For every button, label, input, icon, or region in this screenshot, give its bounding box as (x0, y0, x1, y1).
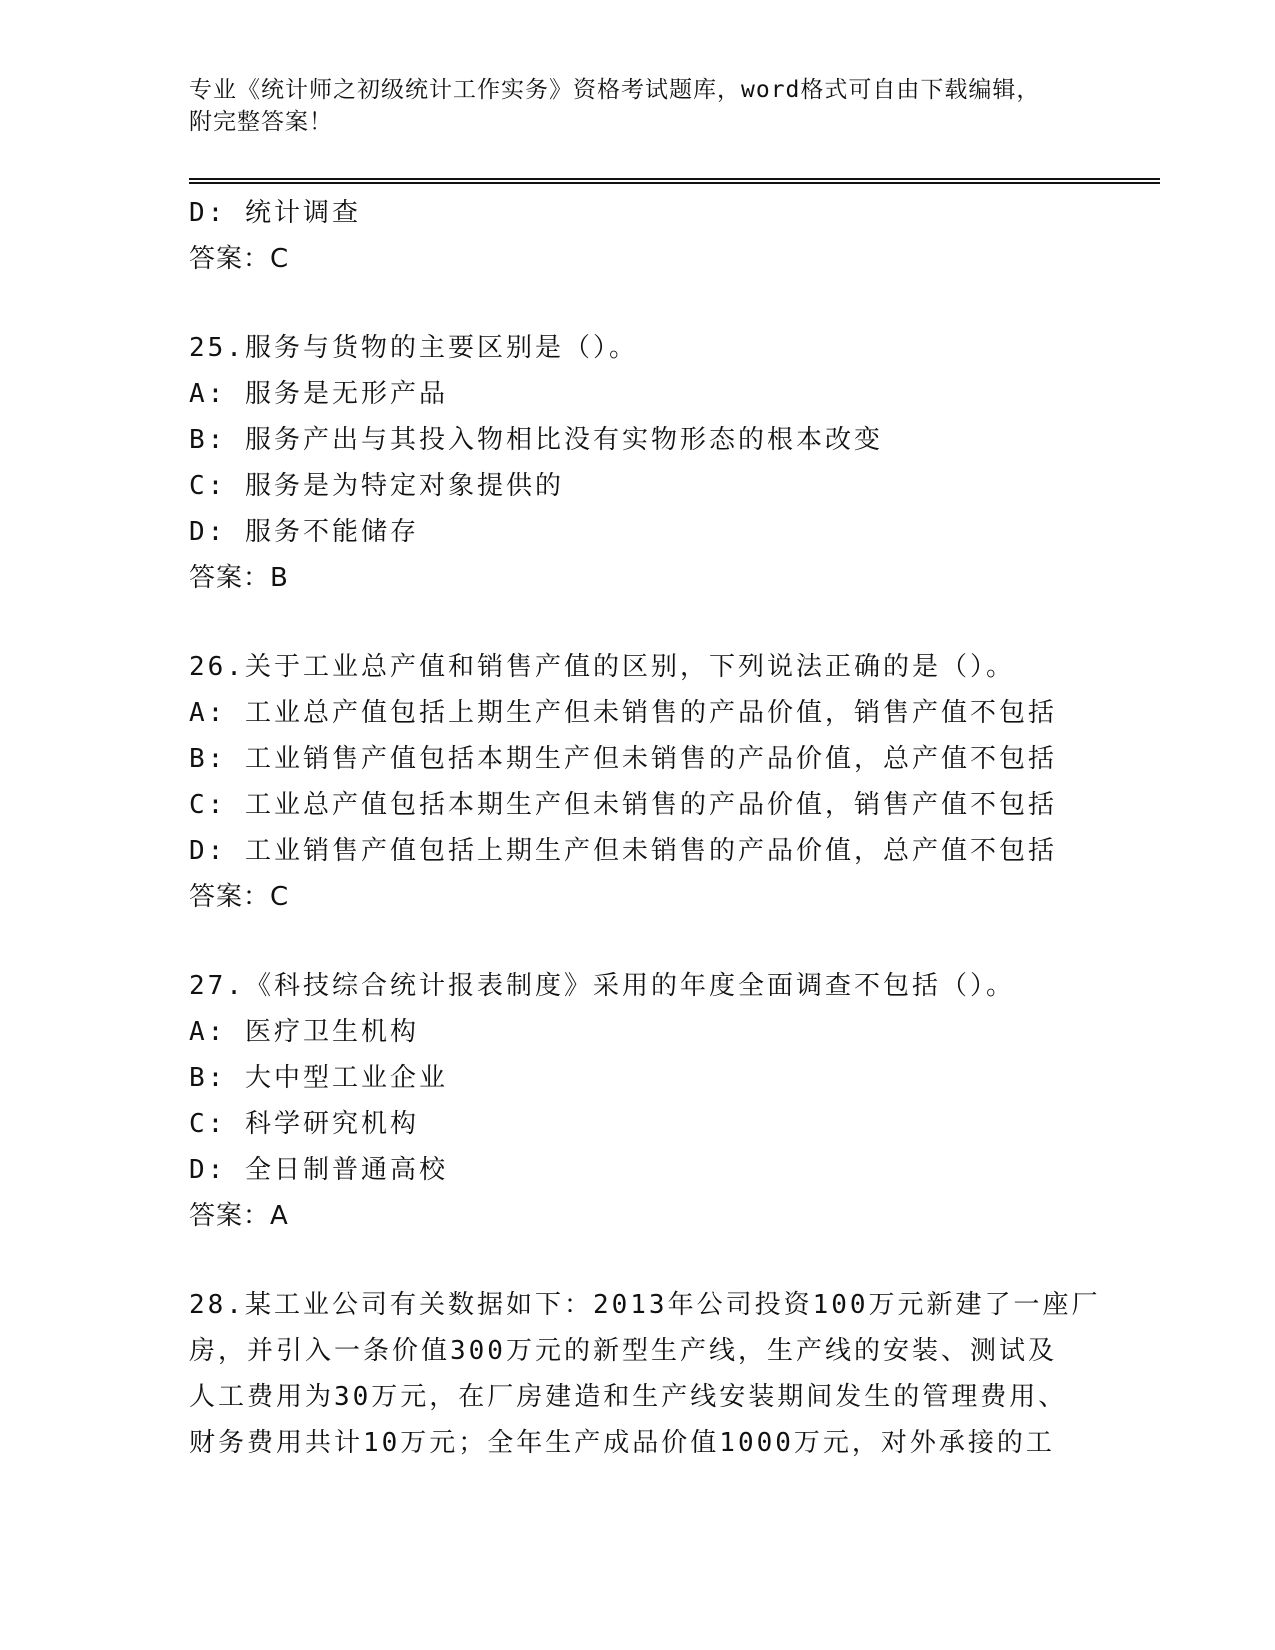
answer: 答案：C (189, 882, 290, 912)
question-text-line: 财务费用共计10万元；全年生产成品价值1000万元，对外承接的工 (189, 1428, 1055, 1458)
option-c: C: 工业总产值包括本期生产但未销售的产品价值，销售产值不包括 (189, 790, 1057, 820)
question-25 (189, 325, 1089, 601)
question-stem: 26.关于工业总产值和销售产值的区别，下列说法正确的是（）。 (189, 652, 1015, 682)
prev-answer: 答案：C (189, 244, 290, 274)
question-content (189, 190, 1101, 1466)
question-26 (189, 644, 1089, 920)
answer: 答案：A (189, 1201, 289, 1231)
question-text-line: 人工费用为30万元，在厂房建造和生产线安装期间发生的管理费用、 (189, 1382, 1068, 1412)
option-a: A: 医疗卫生机构 (189, 1017, 419, 1047)
question-28 (189, 1282, 1101, 1466)
option-a: A: 工业总产值包括上期生产但未销售的产品价值，销售产值不包括 (189, 698, 1057, 728)
question-text-line: 28.某工业公司有关数据如下：2013年公司投资100万元新建了一座厂 (189, 1290, 1101, 1320)
option-c: C: 服务是为特定对象提供的 (189, 471, 564, 501)
header-divider (189, 178, 1160, 184)
header-line-1: 专业《统计师之初级统计工作实务》资格考试题库，word格式可自由下载编辑， (189, 77, 1041, 103)
spacer (189, 282, 1089, 325)
option-b: B: 大中型工业企业 (189, 1063, 448, 1093)
option-b: B: 服务产出与其投入物相比没有实物形态的根本改变 (189, 425, 883, 455)
question-stem: 27.《科技综合统计报表制度》采用的年度全面调查不包括（）。 (189, 971, 1015, 1001)
document-header (189, 74, 1089, 138)
option-a: A: 服务是无形产品 (189, 379, 448, 409)
spacer (189, 920, 1089, 963)
question-stem: 25.服务与货物的主要区别是（）。 (189, 333, 638, 363)
prev-option-d: D: 统计调查 (189, 198, 361, 228)
option-d: D: 全日制普通高校 (189, 1155, 448, 1185)
question-text-line: 房，并引入一条价值300万元的新型生产线，生产线的安装、测试及 (189, 1336, 1057, 1366)
header-line-2: 附完整答案！ (189, 109, 333, 135)
option-d: D: 服务不能储存 (189, 517, 419, 547)
spacer (189, 1239, 1089, 1282)
option-c: C: 科学研究机构 (189, 1109, 419, 1139)
spacer (189, 601, 1089, 644)
answer: 答案：B (189, 563, 289, 593)
question-27 (189, 963, 1089, 1239)
option-d: D: 工业销售产值包括上期生产但未销售的产品价值，总产值不包括 (189, 836, 1057, 866)
option-b: B: 工业销售产值包括本期生产但未销售的产品价值，总产值不包括 (189, 744, 1057, 774)
